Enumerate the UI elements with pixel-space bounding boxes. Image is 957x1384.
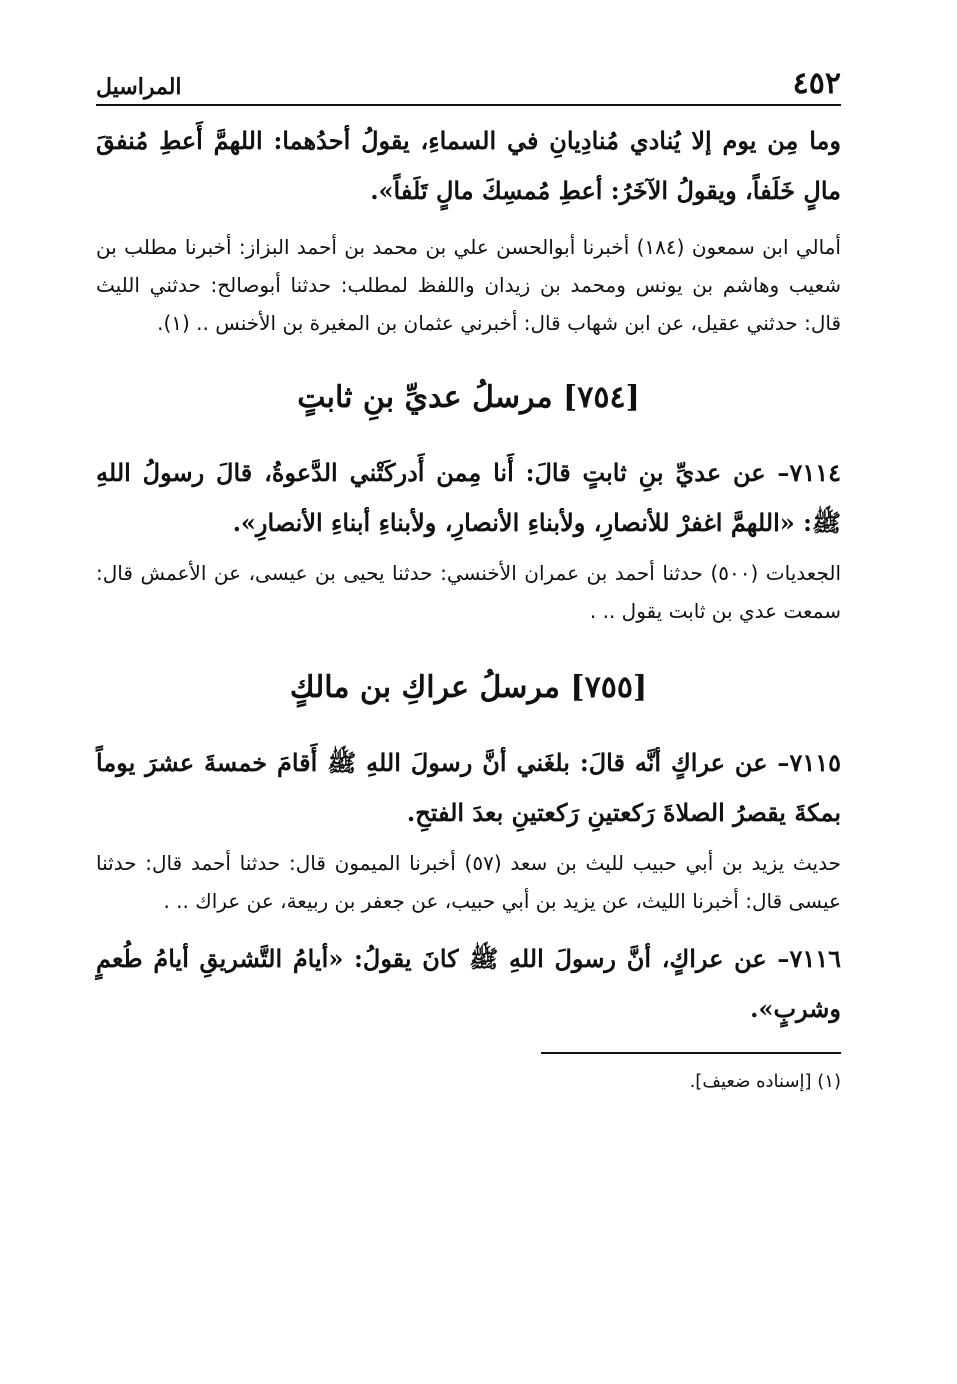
hadith-text: ٧١١٥– عن عراكٍ أنَّه قالَ: بلغَني أنَّ رسولَ اللهِ ﷺ أَقامَ خمسةَ عشرَ يوماً بمكةَ يقصرُ الصلاةَ رَكعتينِ رَكعتينِ بعدَ الفتحِ. xyxy=(96,748,841,827)
hadith-text: وما مِن يوم إلا يُنادي مُنادِيانِ في السماءِ، يقولُ أحدُهما: اللهمَّ أَعطِ مُنفقَ مالٍ خَلَفاً، ويقولُ الآخَرُ: أعطِ مُمسِكَ مالٍ تَلَفاً». xyxy=(96,126,841,205)
section-heading: [٧٥٥] مرسلُ عراكِ بن مالكٍ xyxy=(289,670,648,705)
hadith-text: ٧١١٦– عن عراكٍ، أنَّ رسولَ اللهِ ﷺ كانَ يقولُ: «أيامُ التَّشريقِ أيامُ طُعمٍ وشربٍ». xyxy=(96,944,841,1023)
page-number: ٤٥٢ xyxy=(792,66,841,101)
footnote-separator xyxy=(541,1052,841,1054)
section-heading: [٧٥٤] مرسلُ عديِّ بنِ ثابتٍ xyxy=(297,380,640,415)
running-title: المراسيل xyxy=(96,74,182,100)
source-text: أمالي ابن سمعون (١٨٤) أخبرنا أبوالحسن علي بن محمد بن أحمد البزاز: أخبرنا مطلب بن شعيب وهاشم بن يونس ومحمد بن زيدان واللفظ لمطلب: حدثنا أبوصالح: حدثني الليث قال: حدثني عقيل، عن ابن شهاب قال: أخبرني عثمان بن المغيرة بن الأخنس .. (١). xyxy=(96,235,841,335)
footnote: (١) [إسناده ضعيف]. xyxy=(689,1071,841,1092)
source-text: حديث يزيد بن أبي حبيب لليث بن سعد (٥٧) أخبرنا الميمون قال: حدثنا أحمد قال: حدثنا عيسى قال: أخبرنا الليث، عن يزيد بن أبي حبيب، عن جعفر بن ربيعة، عن عراك .. . xyxy=(96,851,841,913)
running-header xyxy=(96,60,841,106)
book-page xyxy=(96,60,841,1096)
hadith-text: ٧١١٤– عن عديِّ بنِ ثابتٍ قالَ: أَنا مِمن أَدركَتْني الدَّعوةُ، قالَ رسولُ اللهِ ﷺ: «اللهمَّ اغفرْ للأنصارِ، ولأبناءِ الأنصارِ، ولأبناءِ أبناءِ الأنصارِ». xyxy=(96,458,841,537)
source-text: الجعديات (٥٠٠) حدثنا أحمد بن عمران الأخنسي: حدثنا يحيى بن عيسى، عن الأعمش قال: سمعت عدي بن ثابت يقول .. . xyxy=(96,561,842,623)
